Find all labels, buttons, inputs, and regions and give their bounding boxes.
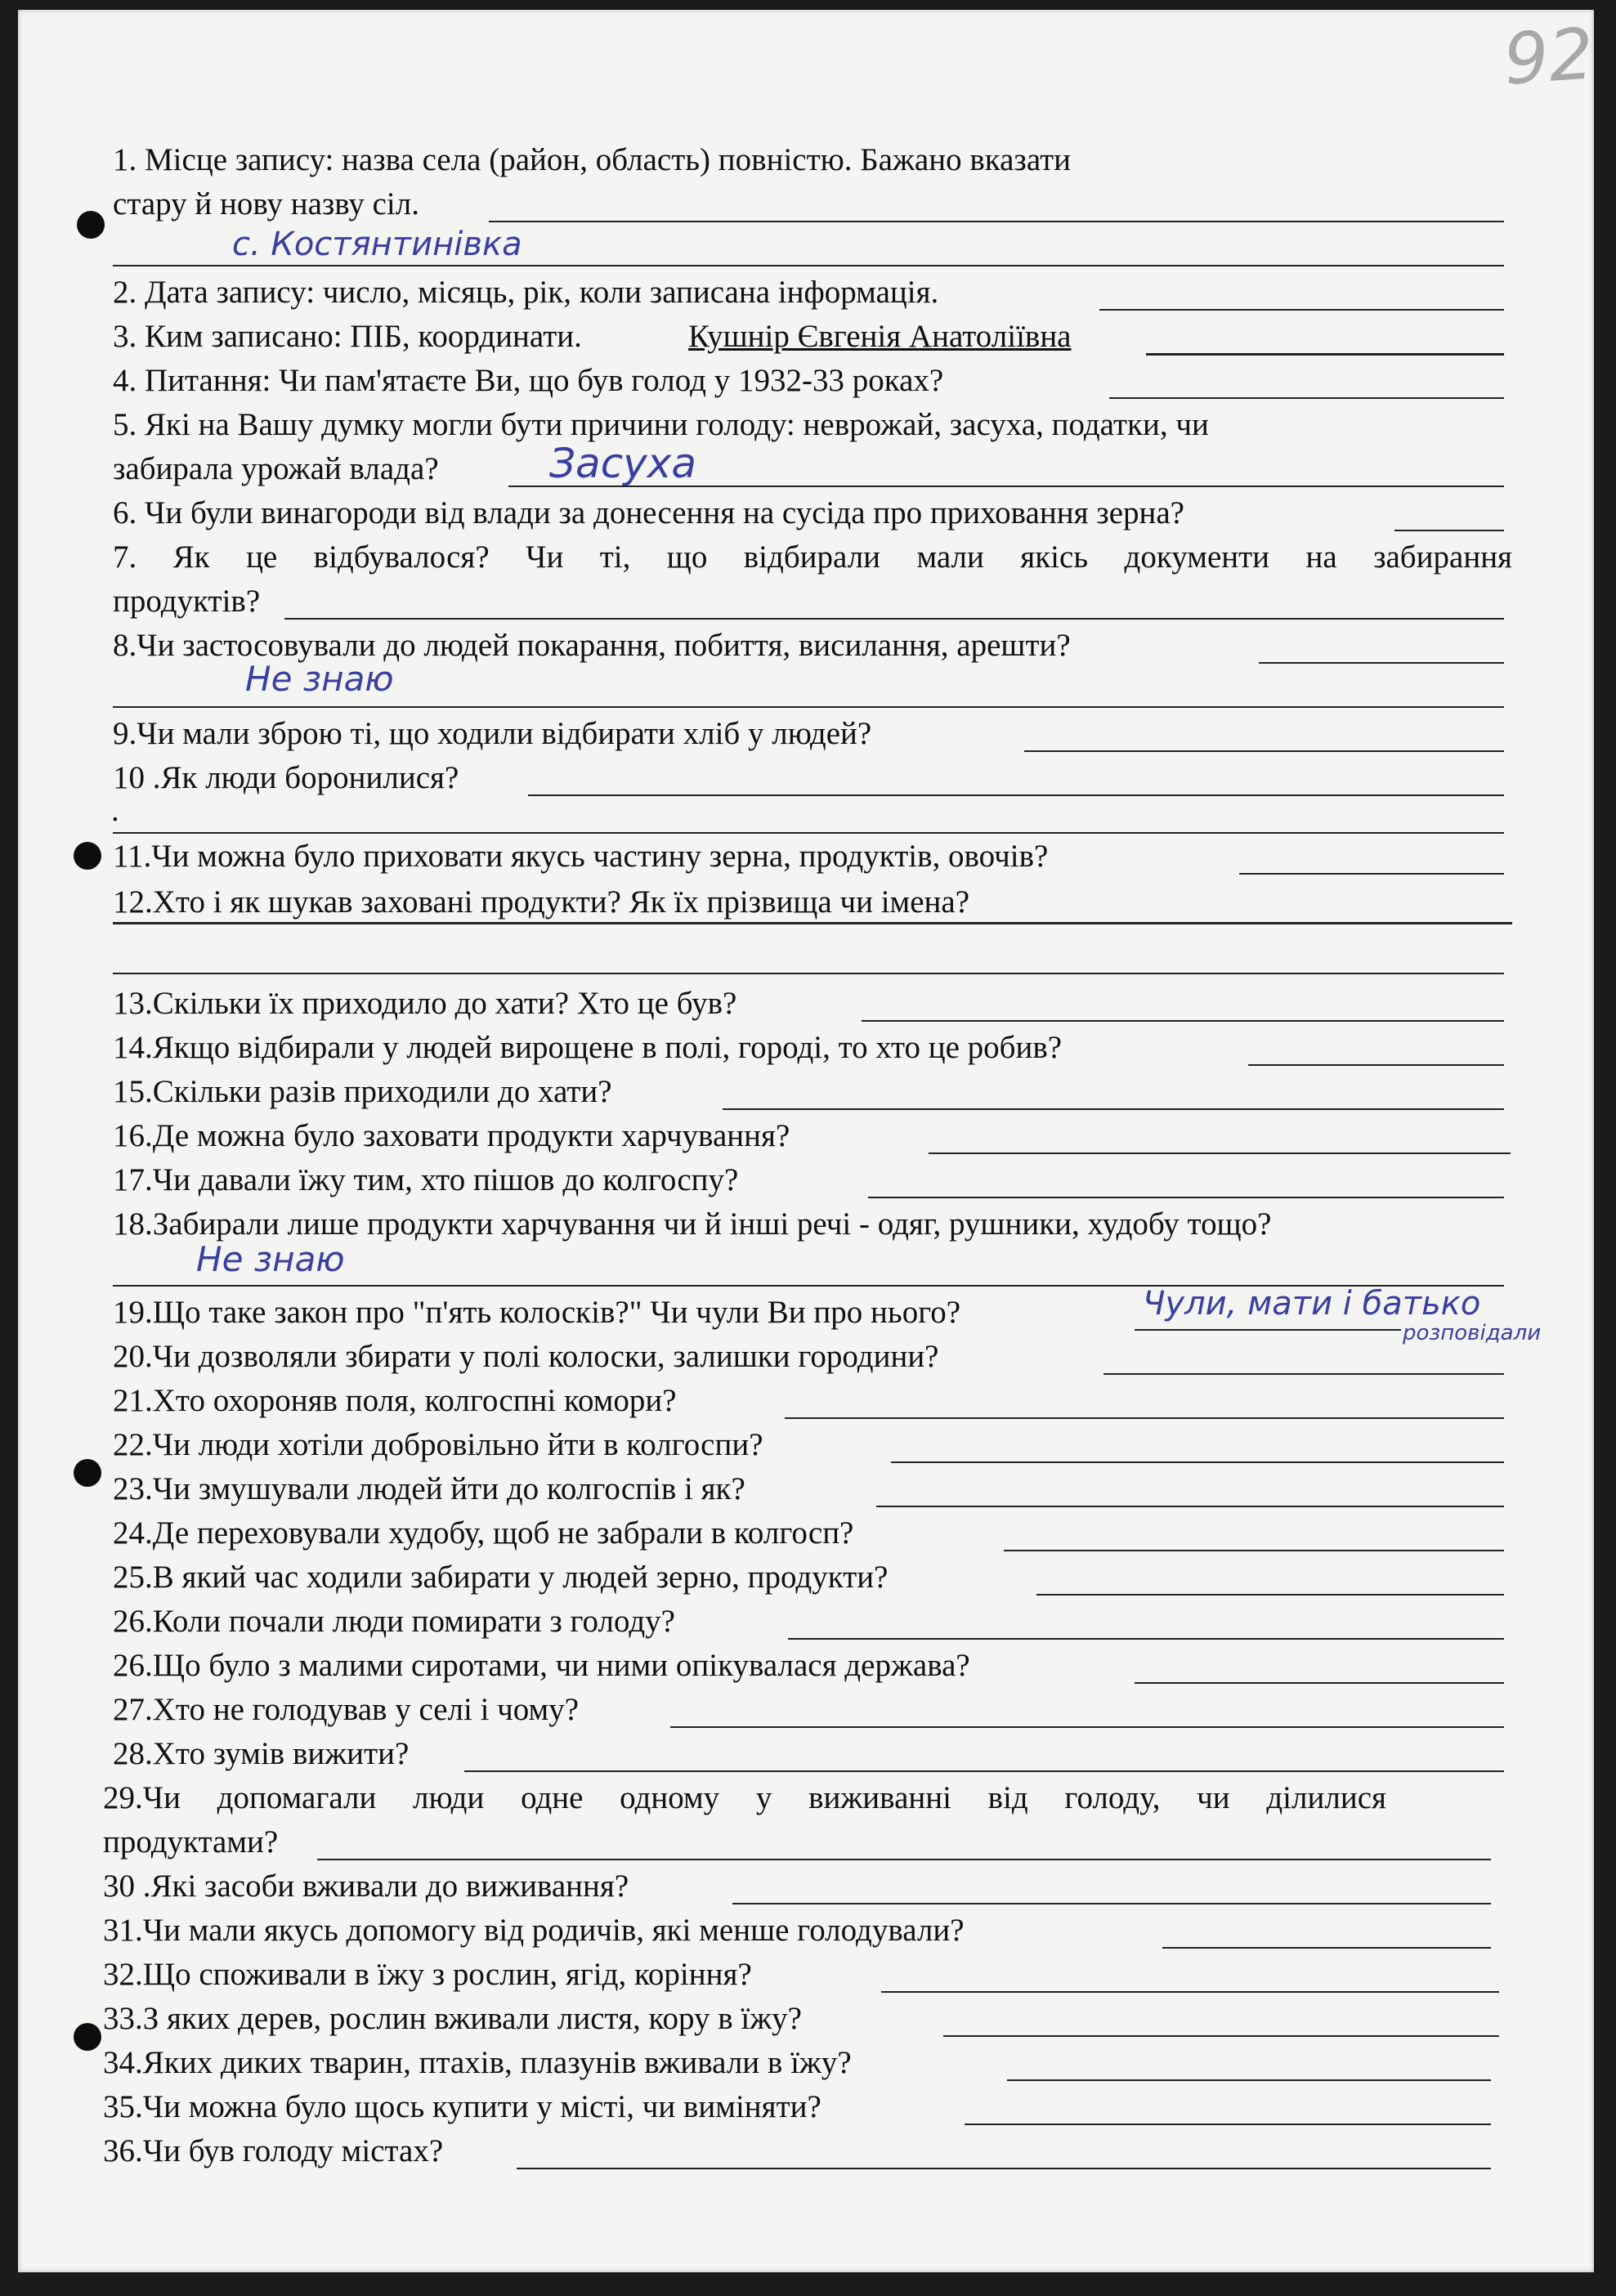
question-26-orphans xyxy=(0,1643,1616,1689)
question-text: 21.Хто охороняв поля, колгоспні комори? xyxy=(113,1383,677,1418)
question-2 xyxy=(0,270,1616,316)
question-27 xyxy=(0,1687,1616,1733)
answer-line xyxy=(732,1903,1491,1904)
answer-line xyxy=(1004,1550,1504,1551)
answer-line xyxy=(1259,662,1504,664)
question-text: 27.Хто не голодував у селі і чому? xyxy=(113,1692,580,1727)
answer-line xyxy=(868,1197,1504,1198)
question-text: 34.Яких диких тварин, птахів, плазунів вживали в їжу? xyxy=(103,2045,852,2080)
answer-line xyxy=(284,618,1504,620)
answer-line xyxy=(1248,1064,1504,1066)
answer-line xyxy=(464,1770,1504,1772)
question-text: 6. Чи були винагороди від влади за донесення на сусіда про приховання зерна? xyxy=(113,495,1184,530)
answer-line xyxy=(489,221,1504,222)
question-35 xyxy=(0,2084,1616,2130)
question-text: 28.Хто зумів вижити? xyxy=(113,1736,410,1771)
answer-line xyxy=(943,2035,1499,2037)
question-13 xyxy=(0,981,1616,1027)
answer-line xyxy=(788,1638,1504,1640)
stray-dot: . xyxy=(111,793,119,828)
recorder-name: Кушнір Євгенія Анатоліївна xyxy=(688,319,1072,354)
question-text: 2. Дата запису: число, місяць, рік, коли записана інформація. xyxy=(113,275,939,310)
question-3 xyxy=(0,314,1616,360)
question-text: 9.Чи мали зброю ті, що ходили відбирати хліб у людей? xyxy=(113,716,872,751)
answer-line xyxy=(891,1461,1504,1463)
answer-line xyxy=(1103,1373,1504,1375)
answer-line xyxy=(1135,1682,1504,1684)
question-text: 13.Скільки їх приходило до хати? Хто це був? xyxy=(113,986,737,1021)
answer-line xyxy=(723,1108,1504,1110)
answer-line xyxy=(876,1506,1504,1507)
answer-line xyxy=(862,1020,1504,1022)
answer-12-row xyxy=(0,924,1616,969)
handwritten-answer: Чули, мати і батько xyxy=(1143,1285,1481,1323)
question-9 xyxy=(0,711,1616,757)
question-1-line-2 xyxy=(0,181,1616,227)
answer-line xyxy=(517,2168,1491,2169)
answer-line xyxy=(508,486,1504,487)
question-text: 33.З яких дерев, рослин вживали листя, кору в їжу? xyxy=(103,2001,802,2036)
handwritten-answer-continuation: розповідали xyxy=(1403,1321,1542,1345)
question-text: 26.Що було з малими сиротами, чи ними опікувалася держава? xyxy=(113,1648,970,1683)
question-1 xyxy=(0,137,1616,183)
answer-line xyxy=(528,794,1504,796)
question-text: 35.Чи можна було щось купити у місті, чи виміняти? xyxy=(103,2089,821,2124)
question-23 xyxy=(0,1466,1616,1512)
question-text: 22.Чи люди хотіли добровільно йти в колгоспи? xyxy=(113,1427,763,1462)
question-text: 26.Коли почали люди помирати з голоду? xyxy=(113,1604,675,1639)
question-text: 17.Чи давали їжу тим, хто пішов до колгоспу? xyxy=(113,1162,739,1197)
question-text: продуктів? xyxy=(113,584,261,619)
handwritten-answer: Засуха xyxy=(549,440,697,487)
question-16 xyxy=(0,1113,1616,1159)
answer-line xyxy=(881,1991,1499,1993)
question-30 xyxy=(0,1864,1616,1909)
question-25 xyxy=(0,1555,1616,1600)
question-15 xyxy=(0,1069,1616,1115)
question-text: 23.Чи змушували людей йти до колгоспів і як? xyxy=(113,1471,745,1506)
question-text: 16.Де можна було заховати продукти харчування? xyxy=(113,1118,790,1153)
question-text: 14.Якщо відбирали у людей вирощене в полі, городі, то хто це робив? xyxy=(113,1030,1063,1065)
question-5-line-2 xyxy=(0,440,1616,492)
question-24 xyxy=(0,1511,1616,1556)
answer-line xyxy=(1109,397,1504,399)
question-33 xyxy=(0,1996,1616,2042)
answer-line xyxy=(113,265,1504,266)
question-text: 29.Чи допомагали люди одне одному у виживанні від голоду, чи ділилися xyxy=(103,1780,1386,1815)
answer-line xyxy=(1239,873,1504,875)
question-29 xyxy=(0,1775,1616,1821)
question-21 xyxy=(0,1378,1616,1424)
question-text: 18.Забирали лише продукти харчування чи й інші речі - одяг, рушники, худобу тощо? xyxy=(113,1206,1272,1242)
question-19 xyxy=(0,1285,1616,1345)
question-text: стару й нову назву сіл. xyxy=(113,186,419,222)
answer-8-row xyxy=(0,659,1616,713)
question-14 xyxy=(0,1025,1616,1071)
question-36 xyxy=(0,2128,1616,2174)
question-5 xyxy=(0,402,1616,448)
question-text: 36.Чи був голоду містах? xyxy=(103,2133,444,2168)
question-22 xyxy=(0,1422,1616,1468)
question-text: 7. Як це відбувалося? Чи ті, що відбирали мали якісь документи на забирання xyxy=(113,539,1512,575)
answer-line xyxy=(1036,1594,1504,1596)
answer-line xyxy=(965,2124,1491,2125)
question-text: продуктами? xyxy=(103,1824,279,1860)
question-8 xyxy=(0,623,1616,669)
answer-1-row xyxy=(0,226,1616,271)
answer-line xyxy=(317,1859,1491,1860)
question-text: 15.Скільки разів приходили до хати? xyxy=(113,1074,612,1109)
question-text: 20.Чи дозволяли збирати у полі колоски, залишки городини? xyxy=(113,1339,939,1374)
question-32 xyxy=(0,1952,1616,1998)
answer-line xyxy=(1135,1329,1401,1331)
question-text: 32.Що споживали в їжу з рослин, ягід, коріння? xyxy=(103,1957,752,1992)
question-26 xyxy=(0,1599,1616,1645)
answer-line xyxy=(1024,750,1504,752)
question-text: 1. Місце запису: назва села (район, область) повністю. Бажано вказати xyxy=(113,142,1072,177)
question-12 xyxy=(0,879,1616,925)
question-29-line-2 xyxy=(0,1819,1616,1865)
question-7 xyxy=(0,535,1616,580)
question-text: 12.Хто і як шукав заховані продукти? Як їх прізвища чи імена? xyxy=(113,884,970,920)
answer-line xyxy=(113,706,1504,708)
question-text: 8.Чи застосовували до людей покарання, побиття, висилання, арешти? xyxy=(113,628,1071,663)
handwritten-answer: Не знаю xyxy=(245,659,394,699)
question-4 xyxy=(0,358,1616,404)
handwritten-answer: Не знаю xyxy=(196,1239,345,1279)
question-7-line-2 xyxy=(0,579,1616,624)
question-28 xyxy=(0,1731,1616,1777)
answer-line xyxy=(1394,530,1504,531)
sheet-number: 92 xyxy=(1501,13,1596,101)
question-text: 19.Що таке закон про "п'ять колосків?" Чи чули Ви про нього? xyxy=(113,1295,961,1330)
question-20 xyxy=(0,1334,1616,1380)
handwritten-answer: с. Костянтинівка xyxy=(232,226,522,263)
answer-line xyxy=(1007,2079,1491,2081)
question-text: 25.В який час ходили забирати у людей зерно, продукти? xyxy=(113,1560,889,1595)
question-6 xyxy=(0,490,1616,536)
question-text: 3. Ким записано: ПІБ, координати. xyxy=(113,319,582,354)
answer-line xyxy=(670,1726,1504,1728)
question-17 xyxy=(0,1157,1616,1203)
question-text: 4. Питання: Чи пам'ятаєте Ви, що був голод у 1932-33 роках? xyxy=(113,363,944,398)
question-10 xyxy=(0,755,1616,801)
question-text: 11.Чи можна було приховати якусь частину зерна, продуктів, овочів? xyxy=(113,839,1049,874)
answer-line xyxy=(113,973,1504,974)
answer-line xyxy=(785,1417,1504,1419)
question-text: 5. Які на Вашу думку могли бути причини голоду: неврожай, засуха, податки, чи xyxy=(113,407,1209,442)
answer-line xyxy=(1162,1947,1491,1949)
question-text: 10 .Як люди боронилися? xyxy=(113,760,459,795)
question-11 xyxy=(0,834,1616,879)
question-34 xyxy=(0,2040,1616,2086)
question-31 xyxy=(0,1908,1616,1954)
question-text: 24.Де переховували худобу, щоб не забрали в колгосп? xyxy=(113,1515,854,1551)
question-text: 31.Чи мали якусь допомогу від родичів, які менше голодували? xyxy=(103,1913,965,1948)
question-text: забирала урожай влада? xyxy=(113,451,439,486)
question-text: 30 .Які засоби вживали до виживання? xyxy=(103,1869,629,1904)
answer-line xyxy=(929,1152,1511,1154)
answer-line xyxy=(1146,353,1504,356)
answer-line xyxy=(1099,309,1504,311)
